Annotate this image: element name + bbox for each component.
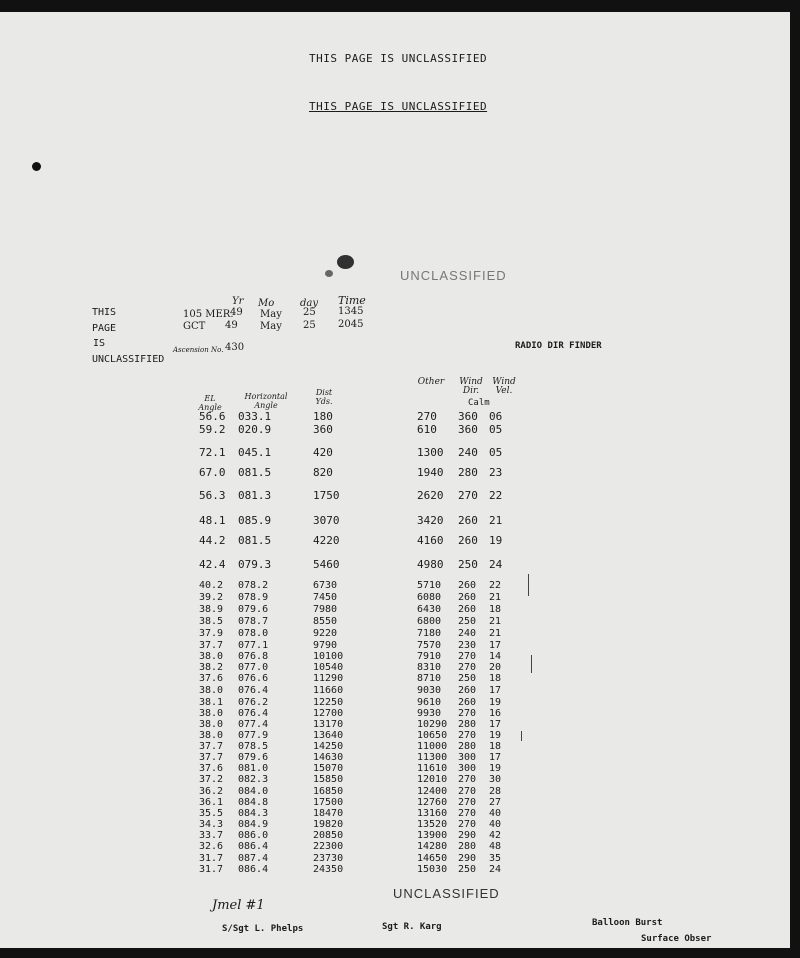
table-cell-wind-vel: 22 [489,580,502,591]
table-cell-wind-vel: 19 [489,697,502,708]
table-cell-el-angle: 38.0 [199,708,224,719]
table-cell-wind-vel: 48 [489,841,502,852]
table-cell-wind-dir: 290 [458,853,477,864]
table-cell-wind-vel: 19 [489,730,502,741]
table-cell-other: 11610 [417,763,448,774]
table-cell-horizontal-angle: 081.5 [238,534,272,547]
table-cell-wind-vel: 22 [489,489,503,502]
table-cell-wind-vel: 21 [489,592,502,603]
vertical-banner: THIS PAGE IS UNCLASSIFIED [92,307,165,365]
table-cell-wind-dir: 260 [458,685,477,696]
table-cell-horizontal-angle: 076.4 [238,685,269,696]
table-cell-wind-vel: 17 [489,752,502,763]
table-cell-el-angle: 38.0 [199,719,224,730]
ink-blot [32,162,41,171]
table-cell-horizontal-angle: 084.3 [238,808,269,819]
table-cell-distance: 19820 [313,819,344,830]
table-cell-el-angle: 32.6 [199,841,224,852]
table-cell-wind-dir: 270 [458,489,478,502]
top-banner-1: THIS PAGE IS UNCLASSIFIED [309,52,488,65]
table-cell-horizontal-angle: 078.5 [238,741,269,752]
table-cell-wind-dir: 260 [458,592,477,603]
table-cell-wind-vel: 40 [489,808,502,819]
table-cell-other: 8710 [417,673,442,684]
footer-note-burst: Balloon Burst [592,918,663,928]
meta-day-gct: 25 [303,320,316,331]
ink-blot [325,270,333,277]
table-cell-horizontal-angle: 076.2 [238,697,269,708]
table-cell-el-angle: 36.2 [199,786,224,797]
table-cell-other: 5710 [417,580,442,591]
table-cell-el-angle: 38.2 [199,662,224,673]
table-cell-other: 9030 [417,685,442,696]
table-cell-other: 9930 [417,708,442,719]
table-cell-wind-vel: 42 [489,830,502,841]
table-cell-horizontal-angle: 081.5 [238,466,272,479]
table-cell-distance: 15850 [313,774,344,785]
table-cell-wind-dir: 270 [458,662,477,673]
table-cell-el-angle: 31.7 [199,864,224,875]
table-cell-other: 10290 [417,719,448,730]
table-cell-wind-dir: 360 [458,410,478,423]
table-cell-other: 4160 [417,534,444,547]
col-header-wind-dir: Wind Dir. [459,377,483,396]
signer-1: S/Sgt L. Phelps [222,924,304,934]
table-cell-other: 7570 [417,640,442,651]
table-cell-el-angle: 34.3 [199,819,224,830]
table-cell-horizontal-angle: 077.9 [238,730,269,741]
table-cell-other: 6430 [417,604,442,615]
table-cell-wind-dir: 280 [458,466,478,479]
scan-border-right [790,0,800,958]
table-cell-other: 1300 [417,446,444,459]
table-cell-el-angle: 35.5 [199,808,224,819]
table-cell-distance: 13640 [313,730,344,741]
meta-mo-gct: May [260,321,282,332]
table-cell-other: 7180 [417,628,442,639]
meta-label-mer: 105 MER. [183,309,234,320]
meta-yr-gct: 49 [225,320,238,331]
meta-header-day: day [300,298,319,309]
table-cell-el-angle: 36.1 [199,797,224,808]
top-banner-2: THIS PAGE IS UNCLASSIFIED [309,100,488,113]
table-cell-distance: 11660 [313,685,344,696]
table-cell-other: 1940 [417,466,444,479]
unclassified-stamp-bottom: UNCLASSIFIED [393,886,500,901]
table-cell-distance: 16850 [313,786,344,797]
margin-mark [531,655,532,673]
table-cell-wind-dir: 230 [458,640,477,651]
table-cell-wind-dir: 270 [458,651,477,662]
table-cell-horizontal-angle: 076.4 [238,708,269,719]
table-cell-wind-vel: 19 [489,763,502,774]
table-cell-wind-vel: 24 [489,558,503,571]
calm-note: Calm [468,398,490,408]
table-cell-wind-vel: 21 [489,628,502,639]
initials-scrawl: Jmel #1 [212,898,265,913]
table-cell-distance: 22300 [313,841,344,852]
table-cell-distance: 7980 [313,604,338,615]
table-cell-wind-dir: 240 [458,446,478,459]
table-cell-distance: 24350 [313,864,344,875]
table-cell-el-angle: 33.7 [199,830,224,841]
table-cell-wind-vel: 16 [489,708,502,719]
table-cell-wind-dir: 280 [458,841,477,852]
table-cell-el-angle: 38.5 [199,616,224,627]
table-cell-el-angle: 40.2 [199,580,224,591]
meta-time-gct: 2045 [338,319,364,330]
scan-border-bottom [0,948,800,958]
col-header-dist: Dist Yds. [315,388,333,406]
table-cell-other: 8310 [417,662,442,673]
table-cell-wind-dir: 260 [458,580,477,591]
table-cell-el-angle: 38.9 [199,604,224,615]
table-cell-wind-vel: 18 [489,741,502,752]
table-cell-wind-vel: 17 [489,640,502,651]
table-cell-distance: 13170 [313,719,344,730]
col-header-el-angle: EL Angle [198,394,222,412]
table-cell-wind-vel: 05 [489,446,503,459]
margin-mark [528,574,529,596]
meta-header-mo: Mo [258,298,275,309]
table-cell-distance: 9220 [313,628,338,639]
table-cell-other: 10650 [417,730,448,741]
table-cell-other: 4980 [417,558,444,571]
table-cell-other: 3420 [417,514,444,527]
table-cell-el-angle: 67.0 [199,466,226,479]
table-cell-horizontal-angle: 077.0 [238,662,269,673]
table-cell-other: 9610 [417,697,442,708]
table-cell-other: 13160 [417,808,448,819]
meta-header-yr: Yr [232,296,244,307]
table-cell-wind-vel: 17 [489,719,502,730]
table-cell-horizontal-angle: 033.1 [238,410,272,423]
table-cell-distance: 8550 [313,616,338,627]
table-cell-distance: 4220 [313,534,340,547]
table-cell-wind-vel: 17 [489,685,502,696]
table-cell-horizontal-angle: 082.3 [238,774,269,785]
meta-label-gct: GCT [183,321,206,332]
meta-time-mer: 1345 [338,306,364,317]
table-cell-other: 14650 [417,853,448,864]
table-cell-horizontal-angle: 078.2 [238,580,269,591]
meta-day-mer: 25 [303,307,316,318]
table-cell-el-angle: 56.6 [199,410,226,423]
table-cell-wind-dir: 270 [458,786,477,797]
table-cell-distance: 12250 [313,697,344,708]
table-cell-other: 12400 [417,786,448,797]
table-cell-wind-dir: 270 [458,774,477,785]
footer-note-surface: Surface Obser [641,934,712,944]
table-cell-distance: 18470 [313,808,344,819]
table-cell-horizontal-angle: 076.8 [238,651,269,662]
table-cell-distance: 10540 [313,662,344,673]
table-cell-other: 270 [417,410,437,423]
table-cell-distance: 12700 [313,708,344,719]
signer-2: Sgt R. Karg [382,922,442,932]
table-cell-wind-vel: 21 [489,514,503,527]
table-cell-el-angle: 42.4 [199,558,226,571]
table-cell-wind-dir: 260 [458,697,477,708]
table-cell-other: 12010 [417,774,448,785]
table-cell-el-angle: 38.0 [199,685,224,696]
table-cell-wind-dir: 270 [458,708,477,719]
table-cell-other: 14280 [417,841,448,852]
table-cell-horizontal-angle: 084.9 [238,819,269,830]
meta-mo-mer: May [260,309,282,320]
table-cell-wind-vel: 19 [489,534,503,547]
table-cell-horizontal-angle: 086.0 [238,830,269,841]
table-cell-wind-vel: 20 [489,662,502,673]
table-cell-horizontal-angle: 076.6 [238,673,269,684]
instrument-label: RADIO DIR FINDER [515,341,602,351]
table-cell-horizontal-angle: 079.6 [238,604,269,615]
table-cell-distance: 7450 [313,592,338,603]
table-cell-el-angle: 37.6 [199,673,224,684]
col-header-wind-vel: Wind Vel. [492,377,516,396]
table-cell-horizontal-angle: 081.3 [238,489,272,502]
table-cell-el-angle: 31.7 [199,853,224,864]
table-cell-distance: 17500 [313,797,344,808]
table-cell-horizontal-angle: 020.9 [238,423,272,436]
ink-blot [337,255,354,269]
table-cell-horizontal-angle: 084.8 [238,797,269,808]
table-cell-distance: 23730 [313,853,344,864]
table-cell-wind-dir: 270 [458,730,477,741]
table-cell-wind-dir: 260 [458,604,477,615]
table-cell-wind-dir: 300 [458,752,477,763]
table-cell-el-angle: 48.1 [199,514,226,527]
table-cell-other: 6800 [417,616,442,627]
table-cell-distance: 20850 [313,830,344,841]
table-cell-other: 610 [417,423,437,436]
table-cell-horizontal-angle: 078.7 [238,616,269,627]
table-cell-horizontal-angle: 077.4 [238,719,269,730]
table-cell-horizontal-angle: 079.6 [238,752,269,763]
table-cell-other: 6080 [417,592,442,603]
table-cell-distance: 180 [313,410,333,423]
table-cell-wind-dir: 250 [458,864,477,875]
table-cell-wind-vel: 30 [489,774,502,785]
table-cell-el-angle: 37.7 [199,640,224,651]
table-cell-wind-vel: 40 [489,819,502,830]
table-cell-el-angle: 37.6 [199,763,224,774]
table-cell-horizontal-angle: 087.4 [238,853,269,864]
table-cell-distance: 420 [313,446,333,459]
table-cell-el-angle: 44.2 [199,534,226,547]
table-cell-wind-dir: 250 [458,673,477,684]
table-cell-wind-vel: 21 [489,616,502,627]
table-cell-distance: 3070 [313,514,340,527]
table-cell-wind-dir: 280 [458,719,477,730]
col-header-other: Other [417,377,445,387]
table-cell-wind-dir: 270 [458,797,477,808]
table-cell-wind-vel: 28 [489,786,502,797]
table-cell-wind-vel: 27 [489,797,502,808]
table-cell-wind-dir: 240 [458,628,477,639]
table-cell-horizontal-angle: 081.0 [238,763,269,774]
table-cell-horizontal-angle: 078.9 [238,592,269,603]
unclassified-stamp: UNCLASSIFIED [400,268,507,283]
table-cell-horizontal-angle: 084.0 [238,786,269,797]
col-header-horizontal-angle: Horizontal Angle [244,392,288,410]
table-cell-other: 13900 [417,830,448,841]
table-cell-other: 2620 [417,489,444,502]
table-cell-distance: 360 [313,423,333,436]
table-cell-other: 11300 [417,752,448,763]
table-cell-el-angle: 72.1 [199,446,226,459]
table-cell-other: 15030 [417,864,448,875]
table-cell-wind-vel: 05 [489,423,503,436]
table-cell-horizontal-angle: 077.1 [238,640,269,651]
table-cell-el-angle: 37.7 [199,752,224,763]
table-cell-wind-vel: 23 [489,466,503,479]
table-cell-horizontal-angle: 079.3 [238,558,272,571]
scan-border-top [0,0,800,12]
table-cell-wind-dir: 250 [458,616,477,627]
table-cell-other: 7910 [417,651,442,662]
table-cell-distance: 5460 [313,558,340,571]
margin-mark [521,731,522,741]
table-cell-wind-dir: 260 [458,514,478,527]
table-cell-wind-dir: 260 [458,534,478,547]
table-cell-other: 12760 [417,797,448,808]
table-cell-el-angle: 38.1 [199,697,224,708]
table-cell-horizontal-angle: 086.4 [238,864,269,875]
ascension-label: Ascension No. [173,346,224,354]
table-cell-distance: 1750 [313,489,340,502]
table-cell-wind-dir: 360 [458,423,478,436]
table-cell-distance: 6730 [313,580,338,591]
table-cell-horizontal-angle: 085.9 [238,514,272,527]
table-cell-other: 11000 [417,741,448,752]
table-cell-distance: 9790 [313,640,338,651]
table-cell-wind-vel: 18 [489,673,502,684]
table-cell-el-angle: 37.7 [199,741,224,752]
meta-header-time: Time [338,294,366,307]
table-cell-distance: 14250 [313,741,344,752]
ascension-value: 430 [225,342,245,353]
table-cell-horizontal-angle: 078.0 [238,628,269,639]
table-cell-wind-dir: 250 [458,558,478,571]
table-cell-el-angle: 37.9 [199,628,224,639]
table-cell-el-angle: 38.0 [199,730,224,741]
table-cell-distance: 14630 [313,752,344,763]
table-cell-wind-dir: 270 [458,808,477,819]
table-cell-horizontal-angle: 045.1 [238,446,272,459]
table-cell-horizontal-angle: 086.4 [238,841,269,852]
table-cell-wind-dir: 290 [458,830,477,841]
meta-yr-mer: 49 [230,307,243,318]
table-cell-wind-vel: 24 [489,864,502,875]
table-cell-wind-vel: 06 [489,410,503,423]
table-cell-wind-dir: 300 [458,763,477,774]
table-cell-el-angle: 37.2 [199,774,224,785]
table-cell-el-angle: 39.2 [199,592,224,603]
table-cell-el-angle: 38.0 [199,651,224,662]
table-cell-el-angle: 56.3 [199,489,226,502]
table-cell-wind-dir: 270 [458,819,477,830]
table-cell-wind-vel: 18 [489,604,502,615]
table-cell-distance: 820 [313,466,333,479]
table-cell-wind-vel: 14 [489,651,502,662]
table-cell-wind-vel: 35 [489,853,502,864]
table-cell-el-angle: 59.2 [199,423,226,436]
table-cell-distance: 11290 [313,673,344,684]
table-cell-distance: 10100 [313,651,344,662]
table-cell-distance: 15070 [313,763,344,774]
table-cell-wind-dir: 280 [458,741,477,752]
table-cell-other: 13520 [417,819,448,830]
